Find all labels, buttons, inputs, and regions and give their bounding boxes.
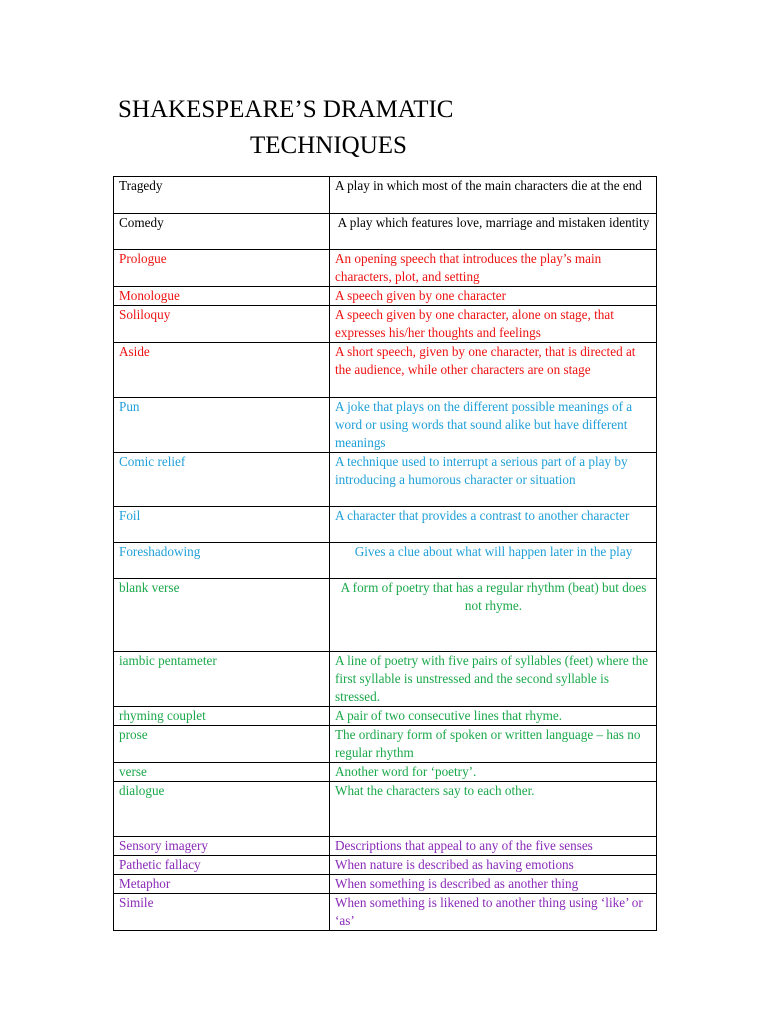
table-row	[114, 214, 657, 250]
term-cell: Aside	[114, 343, 330, 398]
term-cell: Comic relief	[114, 453, 330, 507]
term-cell: Foreshadowing	[114, 543, 330, 579]
table-row	[114, 398, 657, 453]
table-row	[114, 250, 657, 287]
term-cell: Metaphor	[114, 875, 330, 894]
term-cell: Pathetic fallacy	[114, 856, 330, 875]
page-title-line-1: SHAKESPEARE’S DRAMATIC	[118, 96, 454, 123]
term-cell: verse	[114, 763, 330, 782]
definition-cell: When something is described as another thing	[330, 875, 657, 894]
table-row	[114, 837, 657, 856]
table-row	[114, 177, 657, 214]
definition-cell: A line of poetry with five pairs of syllables (feet) where the first syllable is unstressed and the second syllable is stressed.	[330, 652, 657, 707]
definition-cell: When something is likened to another thing using ‘like’ or ‘as’	[330, 894, 657, 931]
table-row	[114, 453, 657, 507]
table-row	[114, 287, 657, 306]
table-row	[114, 894, 657, 931]
table-row	[114, 726, 657, 763]
definition-cell: A short speech, given by one character, that is directed at the audience, while other characters are on stage	[330, 343, 657, 398]
term-cell: iambic pentameter	[114, 652, 330, 707]
table-row	[114, 343, 657, 398]
definition-cell: An opening speech that introduces the play’s main characters, plot, and setting	[330, 250, 657, 287]
page-title-line-2: TECHNIQUES	[250, 132, 407, 159]
term-cell: blank verse	[114, 579, 330, 652]
table-row	[114, 856, 657, 875]
table-row	[114, 652, 657, 707]
definition-cell: A joke that plays on the different possible meanings of a word or using words that sound alike but have different meanings	[330, 398, 657, 453]
definition-cell: A technique used to interrupt a serious part of a play by introducing a humorous character or situation	[330, 453, 657, 507]
definition-cell: A character that provides a contrast to another character	[330, 507, 657, 543]
table-row	[114, 763, 657, 782]
definition-cell: When nature is described as having emotions	[330, 856, 657, 875]
table-row	[114, 306, 657, 343]
term-cell: Pun	[114, 398, 330, 453]
table-row	[114, 875, 657, 894]
term-cell: Foil	[114, 507, 330, 543]
definition-cell: The ordinary form of spoken or written language – has no regular rhythm	[330, 726, 657, 763]
definition-cell: A form of poetry that has a regular rhythm (beat) but does not rhyme.	[330, 579, 657, 652]
definition-cell: Gives a clue about what will happen later in the play	[330, 543, 657, 579]
definition-cell: A pair of two consecutive lines that rhyme.	[330, 707, 657, 726]
term-cell: Soliloquy	[114, 306, 330, 343]
table-row	[114, 579, 657, 652]
term-cell: Simile	[114, 894, 330, 931]
definition-cell: A speech given by one character, alone on stage, that expresses his/her thoughts and feelings	[330, 306, 657, 343]
term-cell: Sensory imagery	[114, 837, 330, 856]
table-row	[114, 782, 657, 837]
definition-cell: What the characters say to each other.	[330, 782, 657, 837]
techniques-table	[113, 176, 657, 931]
term-cell: Monologue	[114, 287, 330, 306]
term-cell: rhyming couplet	[114, 707, 330, 726]
term-cell: Prologue	[114, 250, 330, 287]
definition-cell: A play in which most of the main characters die at the end	[330, 177, 657, 214]
definition-cell: A play which features love, marriage and mistaken identity	[330, 214, 657, 250]
term-cell: dialogue	[114, 782, 330, 837]
definition-cell: A speech given by one character	[330, 287, 657, 306]
table-row	[114, 707, 657, 726]
term-cell: Comedy	[114, 214, 330, 250]
table-row	[114, 507, 657, 543]
table-row	[114, 543, 657, 579]
term-cell: prose	[114, 726, 330, 763]
term-cell: Tragedy	[114, 177, 330, 214]
definition-cell: Another word for ‘poetry’.	[330, 763, 657, 782]
definition-cell: Descriptions that appeal to any of the five senses	[330, 837, 657, 856]
